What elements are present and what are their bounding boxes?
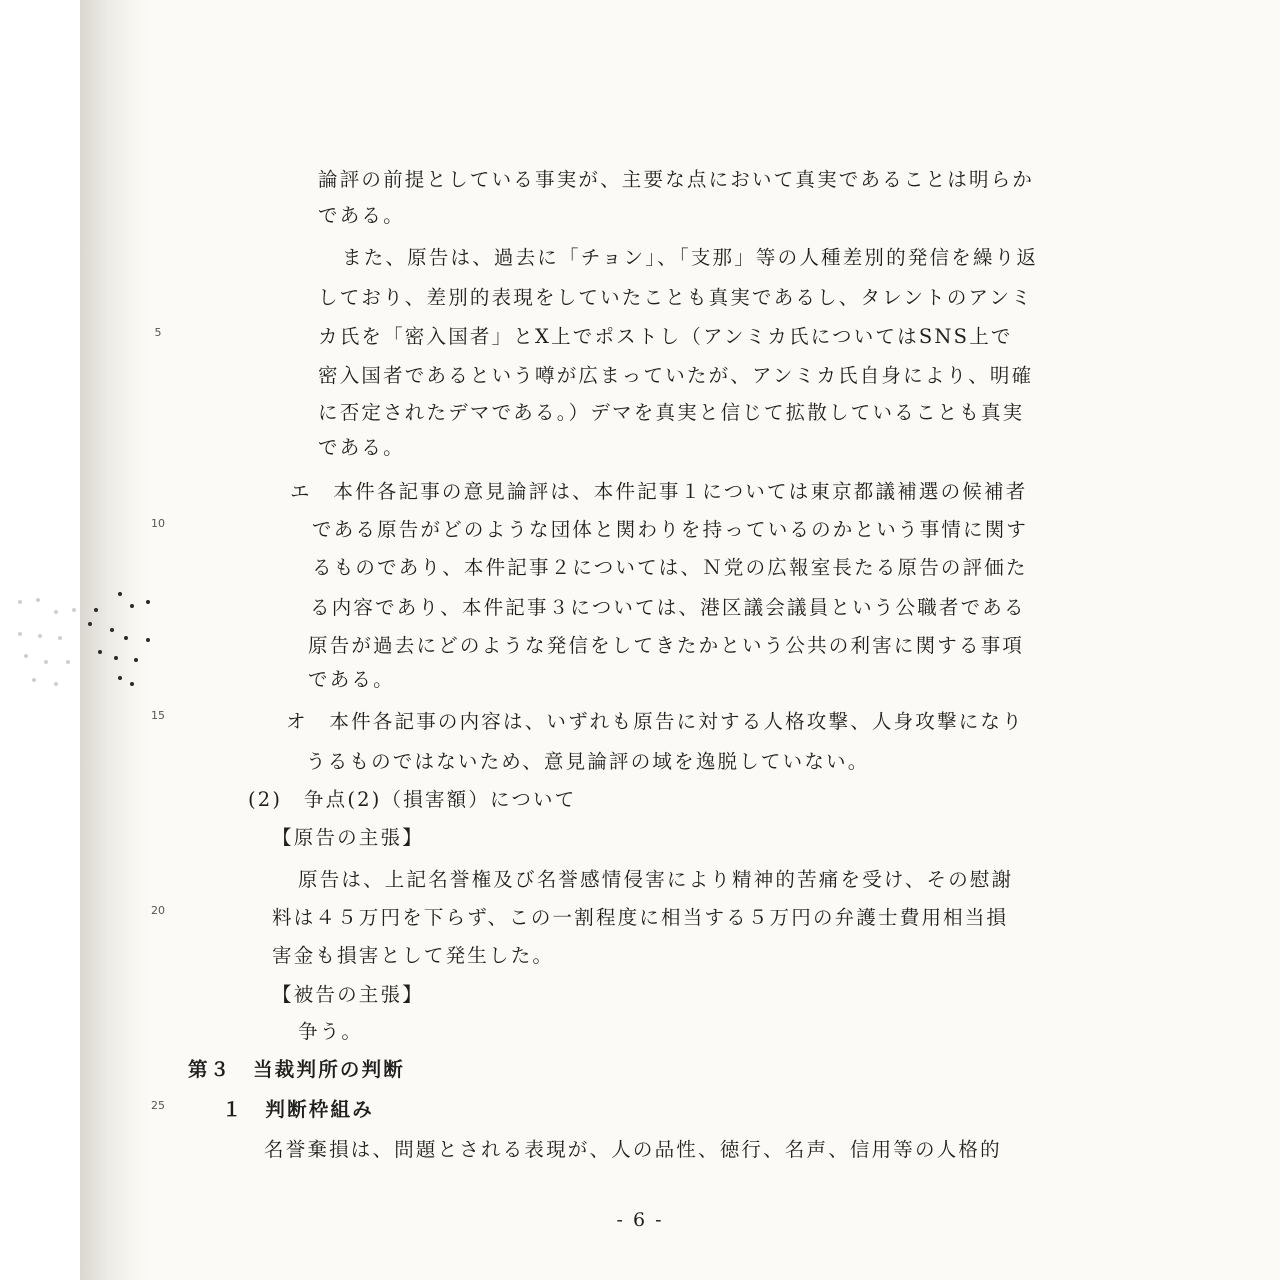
chapter-heading: 第３ 当裁判所の判断: [188, 1058, 406, 1081]
text-line: 論評の前提としている事実が、主要な点において真実であることは明らか: [318, 168, 1035, 191]
section-heading: １ 判断枠組み: [222, 1098, 374, 1121]
text-line: 名誉棄損は、問題とされる表現が、人の品性、徳行、名声、信用等の人格的: [264, 1138, 1002, 1161]
text-line: うるものではないため、意見論評の域を逸脱していない。: [306, 750, 870, 773]
text-line: 原告は、上記名誉権及び名誉感情侵害により精神的苦痛を受け、その慰謝: [298, 868, 1014, 891]
text-line: である原告がどのような団体と関わりを持っているのかという事情に関す: [312, 518, 1029, 541]
line-number: 20: [151, 904, 165, 917]
item-o-line: オ 本件各記事の内容は、いずれも原告に対する人格攻撃、人身攻撃になり: [286, 710, 1024, 733]
text-line: 料は４５万円を下らず、この一割程度に相当する５万円の弁護士費用相当損: [272, 906, 1009, 929]
line-number: 25: [151, 1099, 165, 1112]
section-heading: (2) 争点(2)（損害額）について: [248, 788, 577, 811]
subheading-defendant: 【被告の主張】: [272, 983, 424, 1006]
line-number: 5: [154, 326, 162, 339]
text-line: るものであり、本件記事２については、Ｎ党の広報室長たる原告の評価た: [312, 556, 1028, 579]
text-line: 密入国者であるという噂が広まっていたが、アンミカ氏自身により、明確: [318, 364, 1034, 387]
line-number: 10: [151, 517, 165, 530]
text-line: る内容であり、本件記事３については、港区議会議員という公職者である: [310, 596, 1026, 619]
text-line: である。: [318, 204, 405, 227]
text-line: また、原告は、過去に「チョン」、「支那」等の人種差別的発信を繰り返: [342, 246, 1039, 269]
text-line: である。: [318, 436, 405, 459]
text-line: しており、差別的表現をしていたことも真実であるし、タレントのアンミ: [318, 286, 1033, 309]
text-line: 原告が過去にどのような発信をしてきたかという公共の利害に関する事項: [308, 634, 1025, 657]
text-line: に否定されたデマである。）デマを真実と信じて拡散していることも真実: [318, 401, 1025, 424]
page-number: - 6 -: [616, 1209, 664, 1231]
text-line: 争う。: [298, 1020, 364, 1043]
punch-holes-decoration: [14, 588, 164, 698]
text-line: 害金も損害として発生した。: [272, 944, 555, 967]
text-line: である。: [308, 668, 395, 691]
item-e-line: エ 本件各記事の意見論評は、本件記事１については東京都議補選の候補者: [290, 480, 1028, 503]
text-line: カ氏を「密入国者」とX上でポストし（アンミカ氏についてはSNS上で: [318, 325, 1013, 348]
subheading-plaintiff: 【原告の主張】: [272, 826, 424, 849]
line-number: 15: [151, 709, 165, 722]
